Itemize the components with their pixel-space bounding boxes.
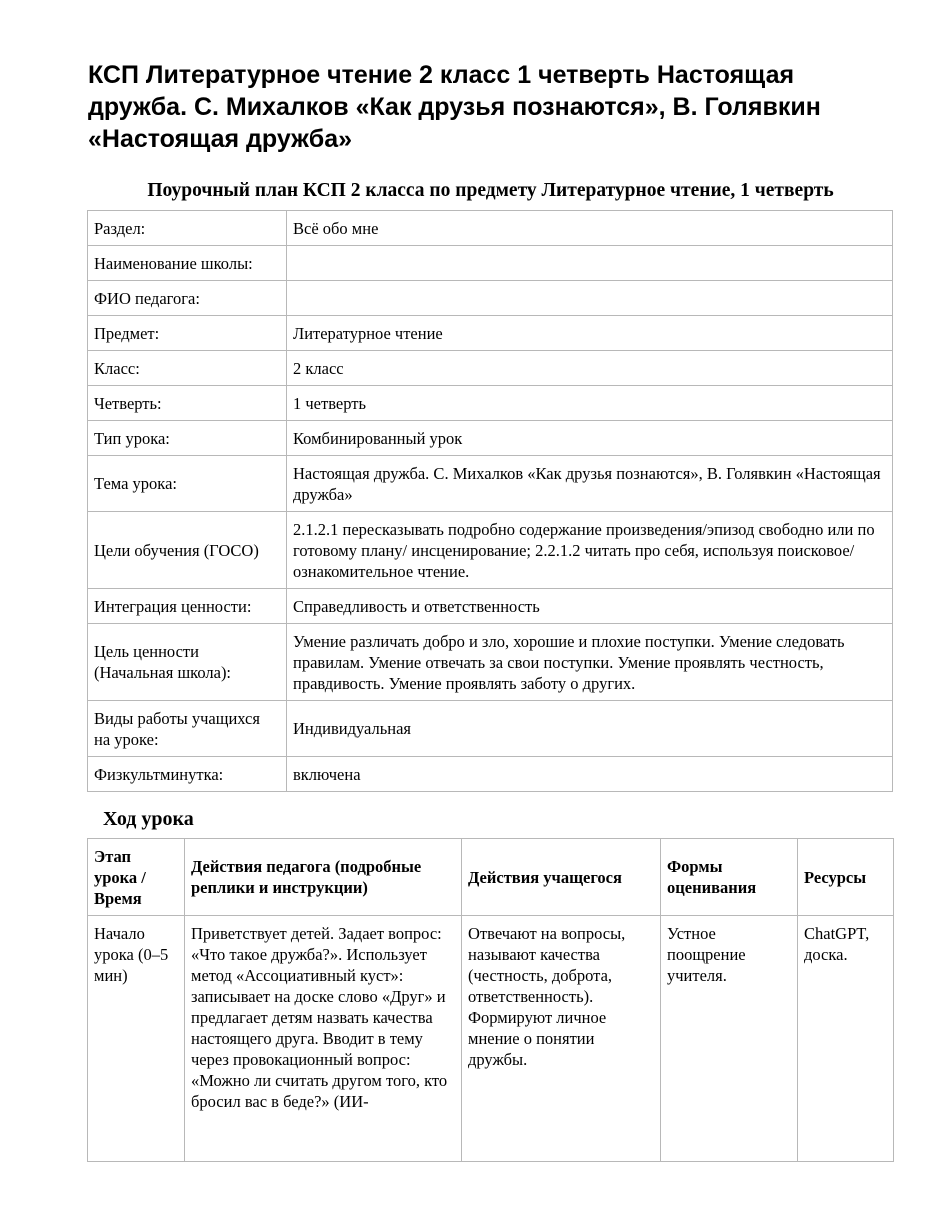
info-value: Комбинированный урок — [287, 421, 893, 456]
info-value — [287, 281, 893, 316]
column-header-stage: Этап урока / Время — [88, 839, 185, 916]
lesson-steps-heading: Ход урока — [103, 808, 194, 830]
table-row — [88, 701, 893, 757]
table-row — [88, 757, 893, 792]
table-row — [88, 421, 893, 456]
assessment-cell: Устное поощрение учителя. — [661, 916, 798, 1162]
lesson-steps-table — [87, 838, 894, 1162]
column-header-student-actions: Действия учащегося — [462, 839, 661, 916]
info-value: Настоящая дружба. С. Михалков «Как друзья познаются», В. Голявкин «Настоящая дружба» — [287, 456, 893, 512]
table-row — [88, 456, 893, 512]
table-row — [88, 512, 893, 589]
info-label: Раздел: — [88, 211, 287, 246]
info-label: Цели обучения (ГОСО) — [88, 512, 287, 589]
stage-cell: Начало урока (0–5 мин) — [88, 916, 185, 1162]
info-value: Умение различать добро и зло, хорошие и плохие поступки. Умение следовать правилам. Умение отвечать за свои поступки. Умение проявлять честность, правдивость. Умение проявлять заботу о других. — [287, 624, 893, 701]
lesson-info-table — [87, 210, 893, 792]
student-actions-cell: Отвечают на вопросы, называют качества (честность, доброта, ответственность). Формируют личное мнение о понятии дружбы. — [462, 916, 661, 1162]
info-label: Предмет: — [88, 316, 287, 351]
table-row — [88, 351, 893, 386]
teacher-actions-cell: Приветствует детей. Задает вопрос: «Что такое дружба?». Использует метод «Ассоциативный куст»: записывает на доске слово «Друг» и предлагает детям назвать качества настоящего друга. Вводит в тему через провокационный вопрос: «Можно ли считать другом того, кто бросил вас в беде?» (ИИ- — [185, 916, 462, 1162]
table-row — [88, 386, 893, 421]
info-value: Всё обо мне — [287, 211, 893, 246]
column-header-teacher-actions: Действия педагога (подробные реплики и инструкции) — [185, 839, 462, 916]
info-label: Тип урока: — [88, 421, 287, 456]
table-row — [88, 211, 893, 246]
info-label: Интеграция ценности: — [88, 589, 287, 624]
column-header-resources: Ресурсы — [798, 839, 894, 916]
info-value: 1 четверть — [287, 386, 893, 421]
table-row — [88, 589, 893, 624]
info-label: Четверть: — [88, 386, 287, 421]
info-label: ФИО педагога: — [88, 281, 287, 316]
info-value: 2.1.2.1 пересказывать подробно содержание произведения/эпизод свободно или по готовому плану/ инсценирование; 2.2.1.2 читать про себя, используя поисковое/ ознакомительное чтение. — [287, 512, 893, 589]
info-label: Класс: — [88, 351, 287, 386]
info-value — [287, 246, 893, 281]
table-row — [88, 316, 893, 351]
document-title: КСП Литературное чтение 2 класс 1 четверть Настоящая дружба. С. Михалков «Как друзья познаются», В. Голявкин «Настоящая дружба» — [88, 61, 821, 153]
info-label: Тема урока: — [88, 456, 287, 512]
info-label: Наименование школы: — [88, 246, 287, 281]
info-value: Литературное чтение — [287, 316, 893, 351]
table-row — [88, 246, 893, 281]
table-header-row — [88, 839, 894, 916]
info-label: Виды работы учащихся на уроке: — [88, 701, 287, 757]
info-value: 2 класс — [287, 351, 893, 386]
info-value: Справедливость и ответственность — [287, 589, 893, 624]
resources-cell: ChatGPT, доска. — [798, 916, 894, 1162]
plan-heading: Поурочный план КСП 2 класса по предмету Литературное чтение, 1 четверть — [147, 180, 834, 201]
info-label: Физкультминутка: — [88, 757, 287, 792]
info-label: Цель ценности (Начальная школа): — [88, 624, 287, 701]
table-row — [88, 281, 893, 316]
table-row — [88, 624, 893, 701]
info-value: включена — [287, 757, 893, 792]
table-row — [88, 916, 894, 1162]
column-header-assessment: Формы оценивания — [661, 839, 798, 916]
info-value: Индивидуальная — [287, 701, 893, 757]
